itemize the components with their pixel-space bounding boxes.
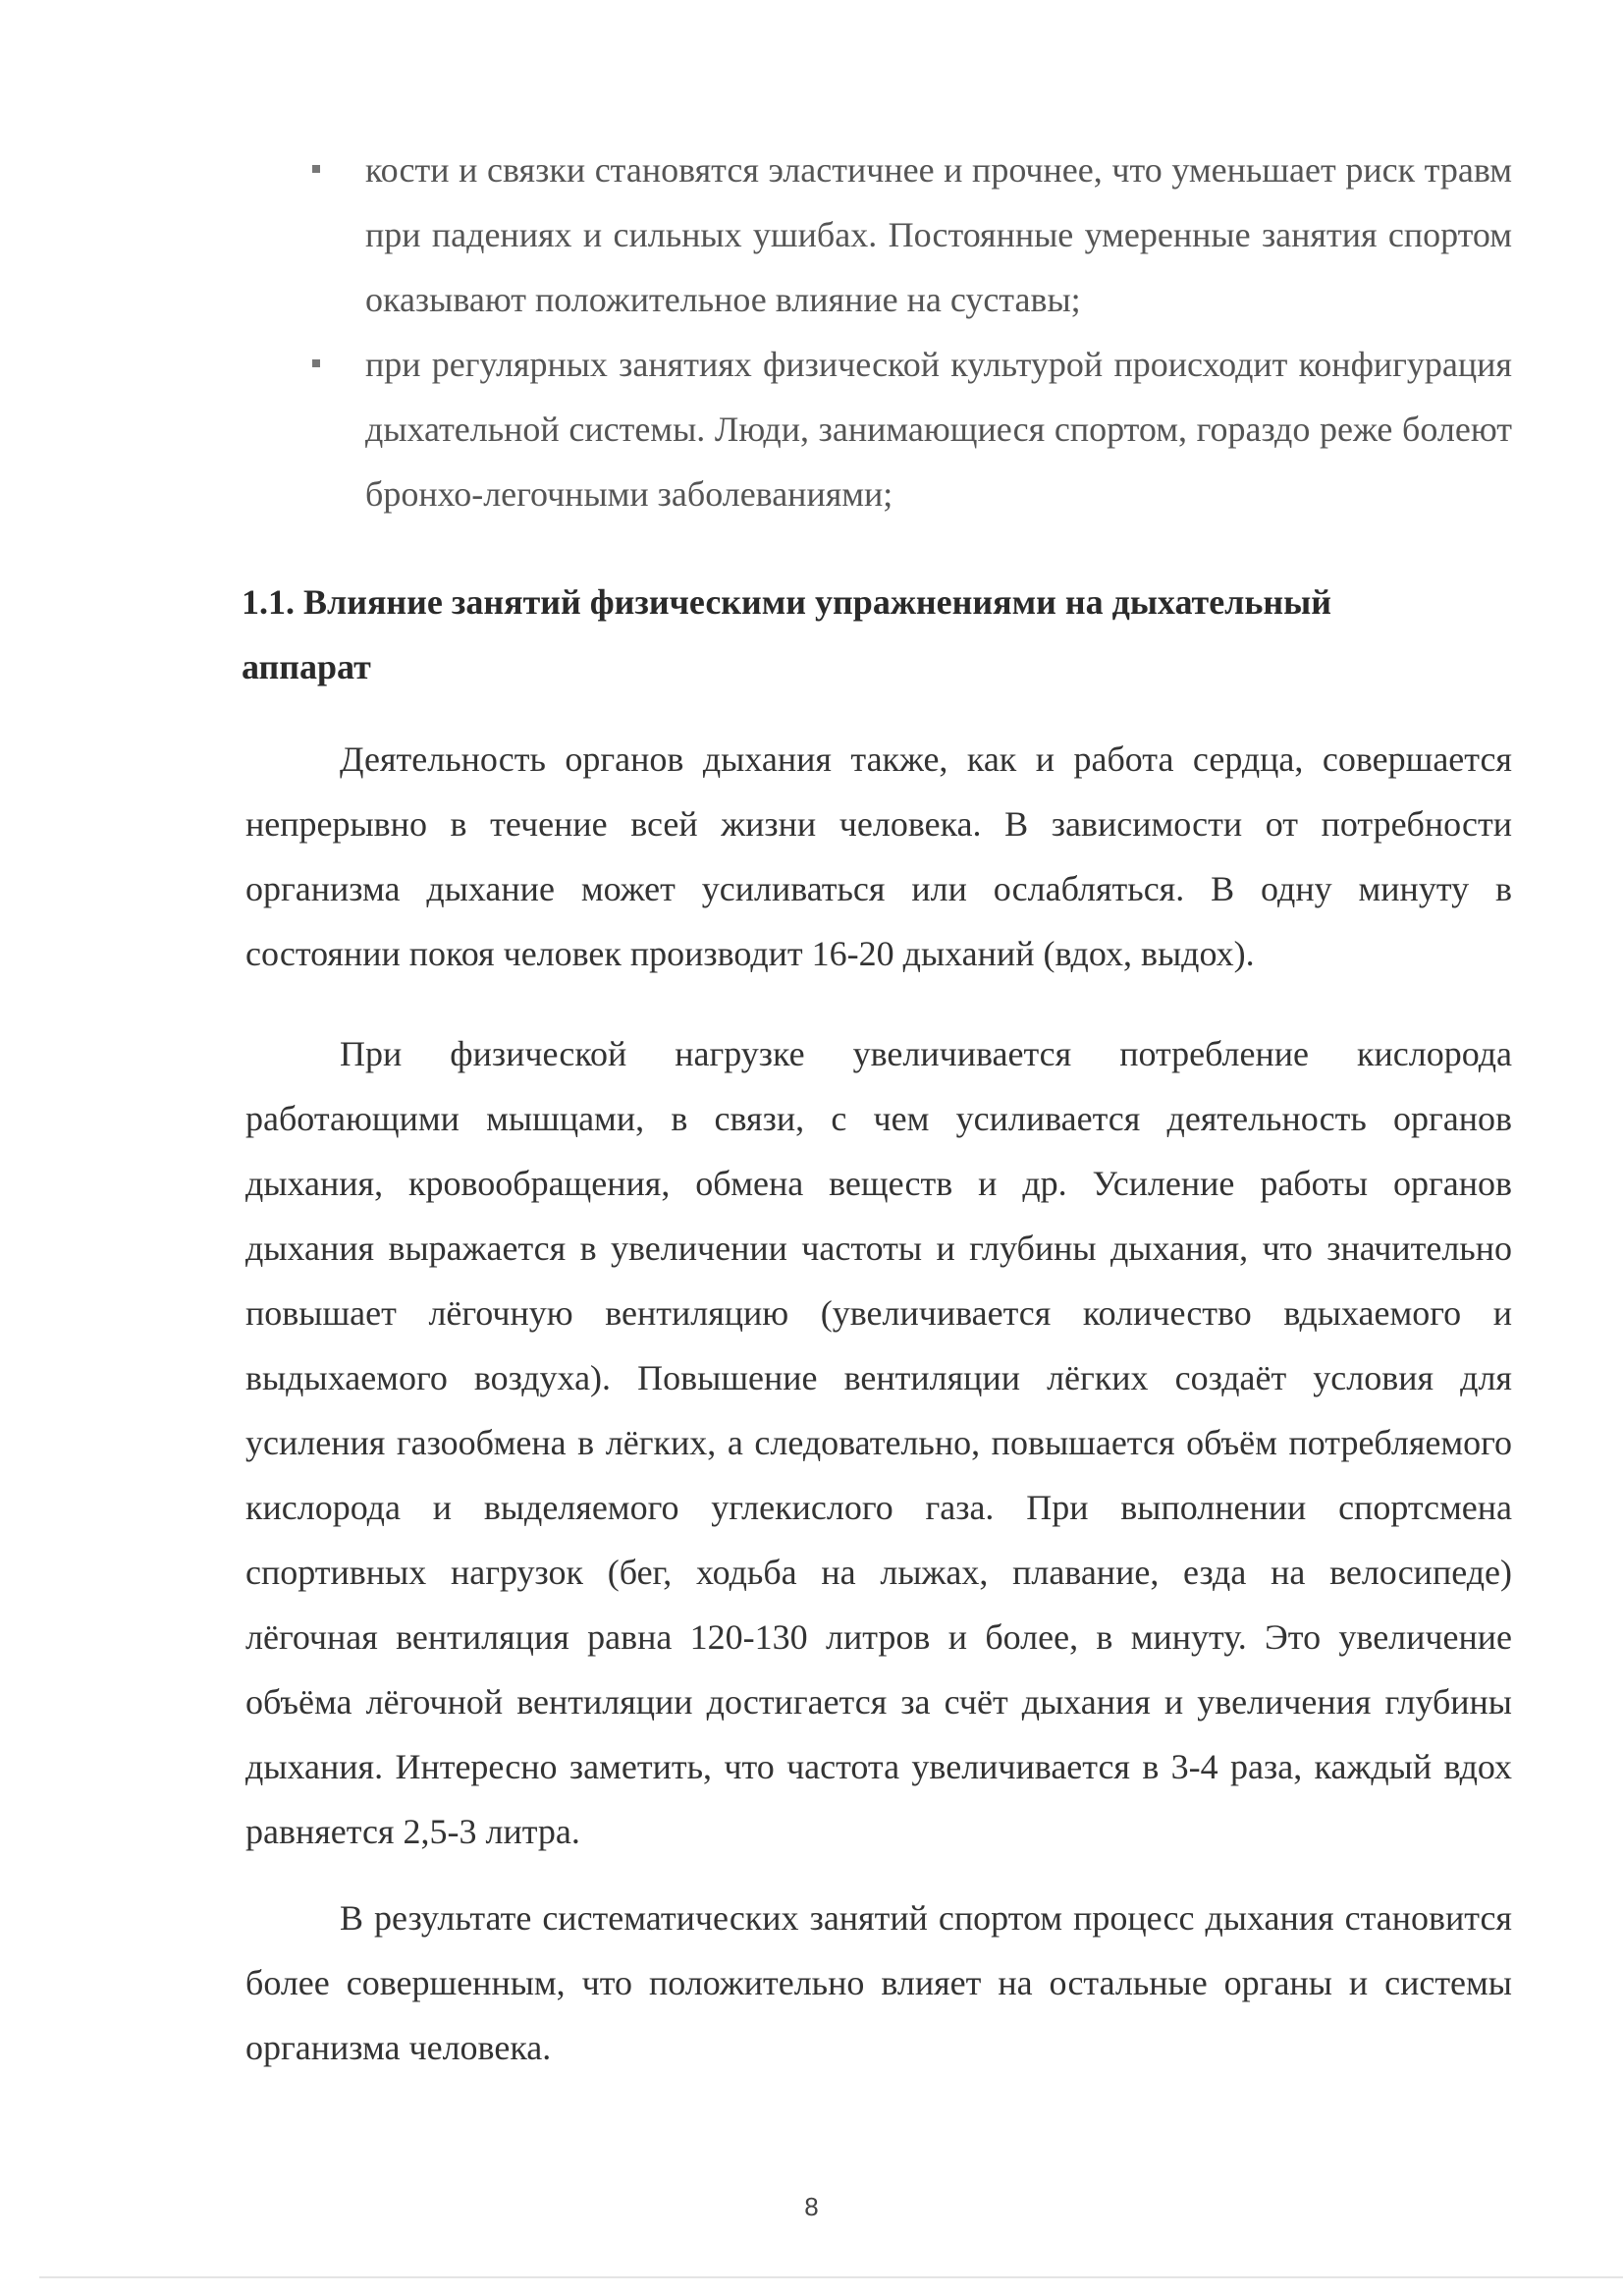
page-number: 8 <box>804 2192 819 2221</box>
square-bullet-icon <box>312 165 320 173</box>
bullet-list <box>312 137 1512 526</box>
bullet-text: кости и связки становятся эластичнее и прочнее, что уменьшает риск травм при падениях и сильных ушибах. Постоянные умеренные занятия спортом оказывают положительное влияние на суставы; <box>365 150 1512 319</box>
bullet-text: при регулярных занятиях физической культурой происходит конфигурация дыхательной системы. Люди, занимающиеся спортом, гораздо реже болеют бронхо-легочными заболеваниями; <box>365 345 1512 514</box>
bullet-item <box>312 137 1512 332</box>
section-heading: 1.1. Влияние занятий физическими упражнениями на дыхательный аппарат <box>242 582 1332 686</box>
body-paragraph: В результате систематических занятий спортом процесс дыхания становится более совершенным, что положительно влияет на остальные органы и системы организма человека. <box>245 1898 1512 2067</box>
body-paragraph: Деятельность органов дыхания также, как и работа сердца, совершается непрерывно в течение всей жизни человека. В зависимости от потребности организма дыхание может усиливаться или ослабляться. В одну минуту в состоянии покоя человек производит 16-20 дыханий (вдох, выдох). <box>245 739 1512 973</box>
scan-edge-divider <box>39 2276 1623 2278</box>
body-paragraph: При физической нагрузке увеличивается потребление кислорода работающими мышцами, в связи, с чем усиливается деятельность органов дыхания, кровообращения, обмена веществ и др. Усиление работы органов дыхания выражается в увеличении частоты и глубины дыхания, что значительно повышает лёгочную вентиляцию (увеличивается количество вдыхаемого и выдыхаемого воздуха). Повышение вентиляции лёгких создаёт условия для усиления газообмена в лёгких, а следовательно, повышается объём потребляемого кислорода и выделяемого углекислого газа. При выполнении спортсмена спортивных нагрузок (бег, ходьба на лыжах, плавание, езда на велосипеде) лёгочная вентиляция равна 120-130 литров и более, в минуту. Это увеличение объёма лёгочной вентиляции достигается за счёт дыхания и увеличения глубины дыхания. Интересно заметить, что частота увеличивается в 3-4 раза, каждый вдох равняется 2,5-3 литра. <box>245 1034 1512 1851</box>
square-bullet-icon <box>312 359 320 367</box>
bullet-item <box>312 332 1512 526</box>
